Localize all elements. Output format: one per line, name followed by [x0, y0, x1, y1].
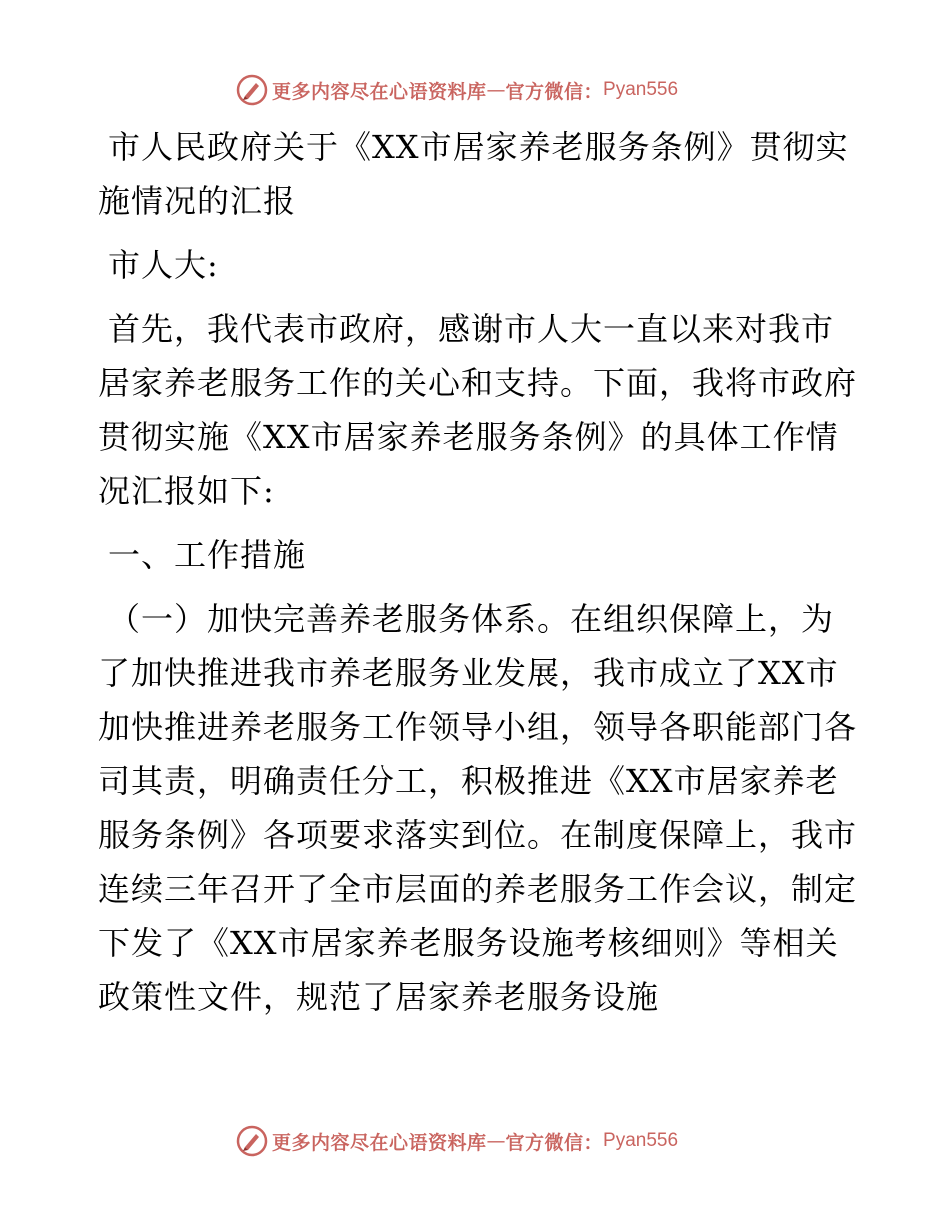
watermark-text: 更多内容尽在心语资料库 — [272, 1131, 487, 1154]
watermark-suffix: 官方微信： — [505, 1131, 604, 1154]
greeting: 市人大: — [108, 246, 219, 284]
section-heading: 一、工作措施 — [108, 536, 307, 574]
pen-logo-icon — [236, 74, 268, 106]
watermark-text: 更多内容尽在心语资料库 — [272, 80, 487, 103]
footer-watermark — [236, 1124, 716, 1158]
intro-paragraph: 首先，我代表市政府，感谢市人大一直以来对我市居家养老服务工作的关心和支持。下面，我将市政府贯彻实施《XX市居家养老服务条例》的具体工作情况汇报如下: — [98, 310, 858, 510]
watermark-suffix: 官方微信： — [505, 80, 604, 103]
section-body-paragraph: （一）加快完善养老服务体系。在组织保障上，为了加快推进我市养老服务业发展，我市成立了XX市加快推进养老服务工作领导小组，领导各职能部门各司其责，明确责任分工，积极推进《XX市居家养老服务条例》各项要求落实到位。在制度保障上，我市连续三年召开了全市层面的养老服务工作会议，制定下发了《XX市居家养老服务设施考核细则》等相关政策性文件，规范了居家养老服务设施 — [98, 600, 858, 1016]
document-title: 市人民政府关于《XX市居家养老服务条例》贯彻实施情况的汇报 — [98, 128, 849, 220]
watermark-dash: — — [486, 1130, 506, 1152]
watermark-id: Pyan556 — [603, 79, 679, 100]
pen-logo-icon — [236, 1125, 268, 1157]
document-body — [98, 120, 858, 1024]
watermark-id: Pyan556 — [603, 1130, 679, 1151]
header-watermark — [236, 73, 716, 107]
watermark-dash: — — [486, 79, 506, 101]
